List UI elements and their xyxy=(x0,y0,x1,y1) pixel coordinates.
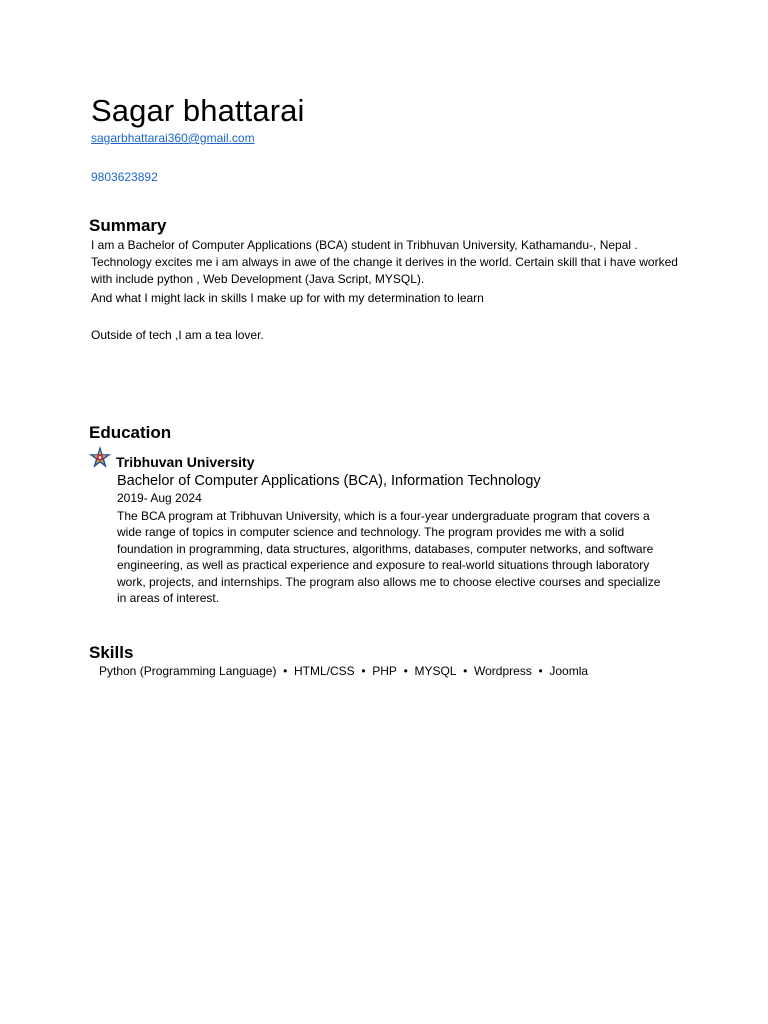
skill-item: Python (Programming Language) xyxy=(99,664,277,678)
skill-separator: • xyxy=(531,664,550,678)
skills-heading: Skills xyxy=(89,643,134,662)
summary-paragraph: And what I might lack in skills I make up for with my determination to learn xyxy=(91,291,484,305)
skill-item: Wordpress xyxy=(474,664,532,678)
skill-item: HTML/CSS xyxy=(293,664,355,678)
phone-number: 9803623892 xyxy=(91,170,158,184)
skill-separator: • xyxy=(354,664,373,678)
skill-item: MYSQL xyxy=(414,664,457,678)
skills-list xyxy=(99,663,588,680)
summary-paragraph: Outside of tech ,I am a tea lover. xyxy=(91,328,264,342)
education-heading: Education xyxy=(89,423,172,442)
resume-name: Sagar bhattarai xyxy=(91,93,305,128)
education-description: The BCA program at Tribhuvan University, which is a four-year undergraduate program that covers a wide range of topics in computer science and technology. The program provides me with a solid foundation in programming, data structures, algorithms, databases, computer networks, and software engineering, as well as practical experience and exposure to real-world situations through laboratory work, projects, and internships. The program also allows me to choose elective courses and specialize in areas of interest. xyxy=(117,509,661,606)
degree-title: Bachelor of Computer Applications (BCA), Information Technology xyxy=(117,473,541,489)
skill-separator: • xyxy=(276,664,294,678)
summary-heading: Summary xyxy=(89,216,167,235)
university-logo-icon xyxy=(88,446,112,470)
emblem-graphic xyxy=(88,446,112,470)
summary-paragraph: I am a Bachelor of Computer Applications (BCA) student in Tribhuvan University, Kathamandu-, Nepal . Technology excites me i am always in awe of the change it derives in the world. Certain skill that i have worked with include python , Web Development (Java Script, MYSQL). xyxy=(91,238,678,286)
skill-item: PHP xyxy=(372,664,397,678)
skill-separator: • xyxy=(396,664,415,678)
education-dates: 2019- Aug 2024 xyxy=(117,491,202,505)
skill-item: Joomla xyxy=(549,664,589,678)
skill-separator: • xyxy=(456,664,475,678)
institution-name: Tribhuvan University xyxy=(116,454,255,470)
email-link[interactable]: sagarbhattarai360@gmail.com xyxy=(91,131,255,145)
